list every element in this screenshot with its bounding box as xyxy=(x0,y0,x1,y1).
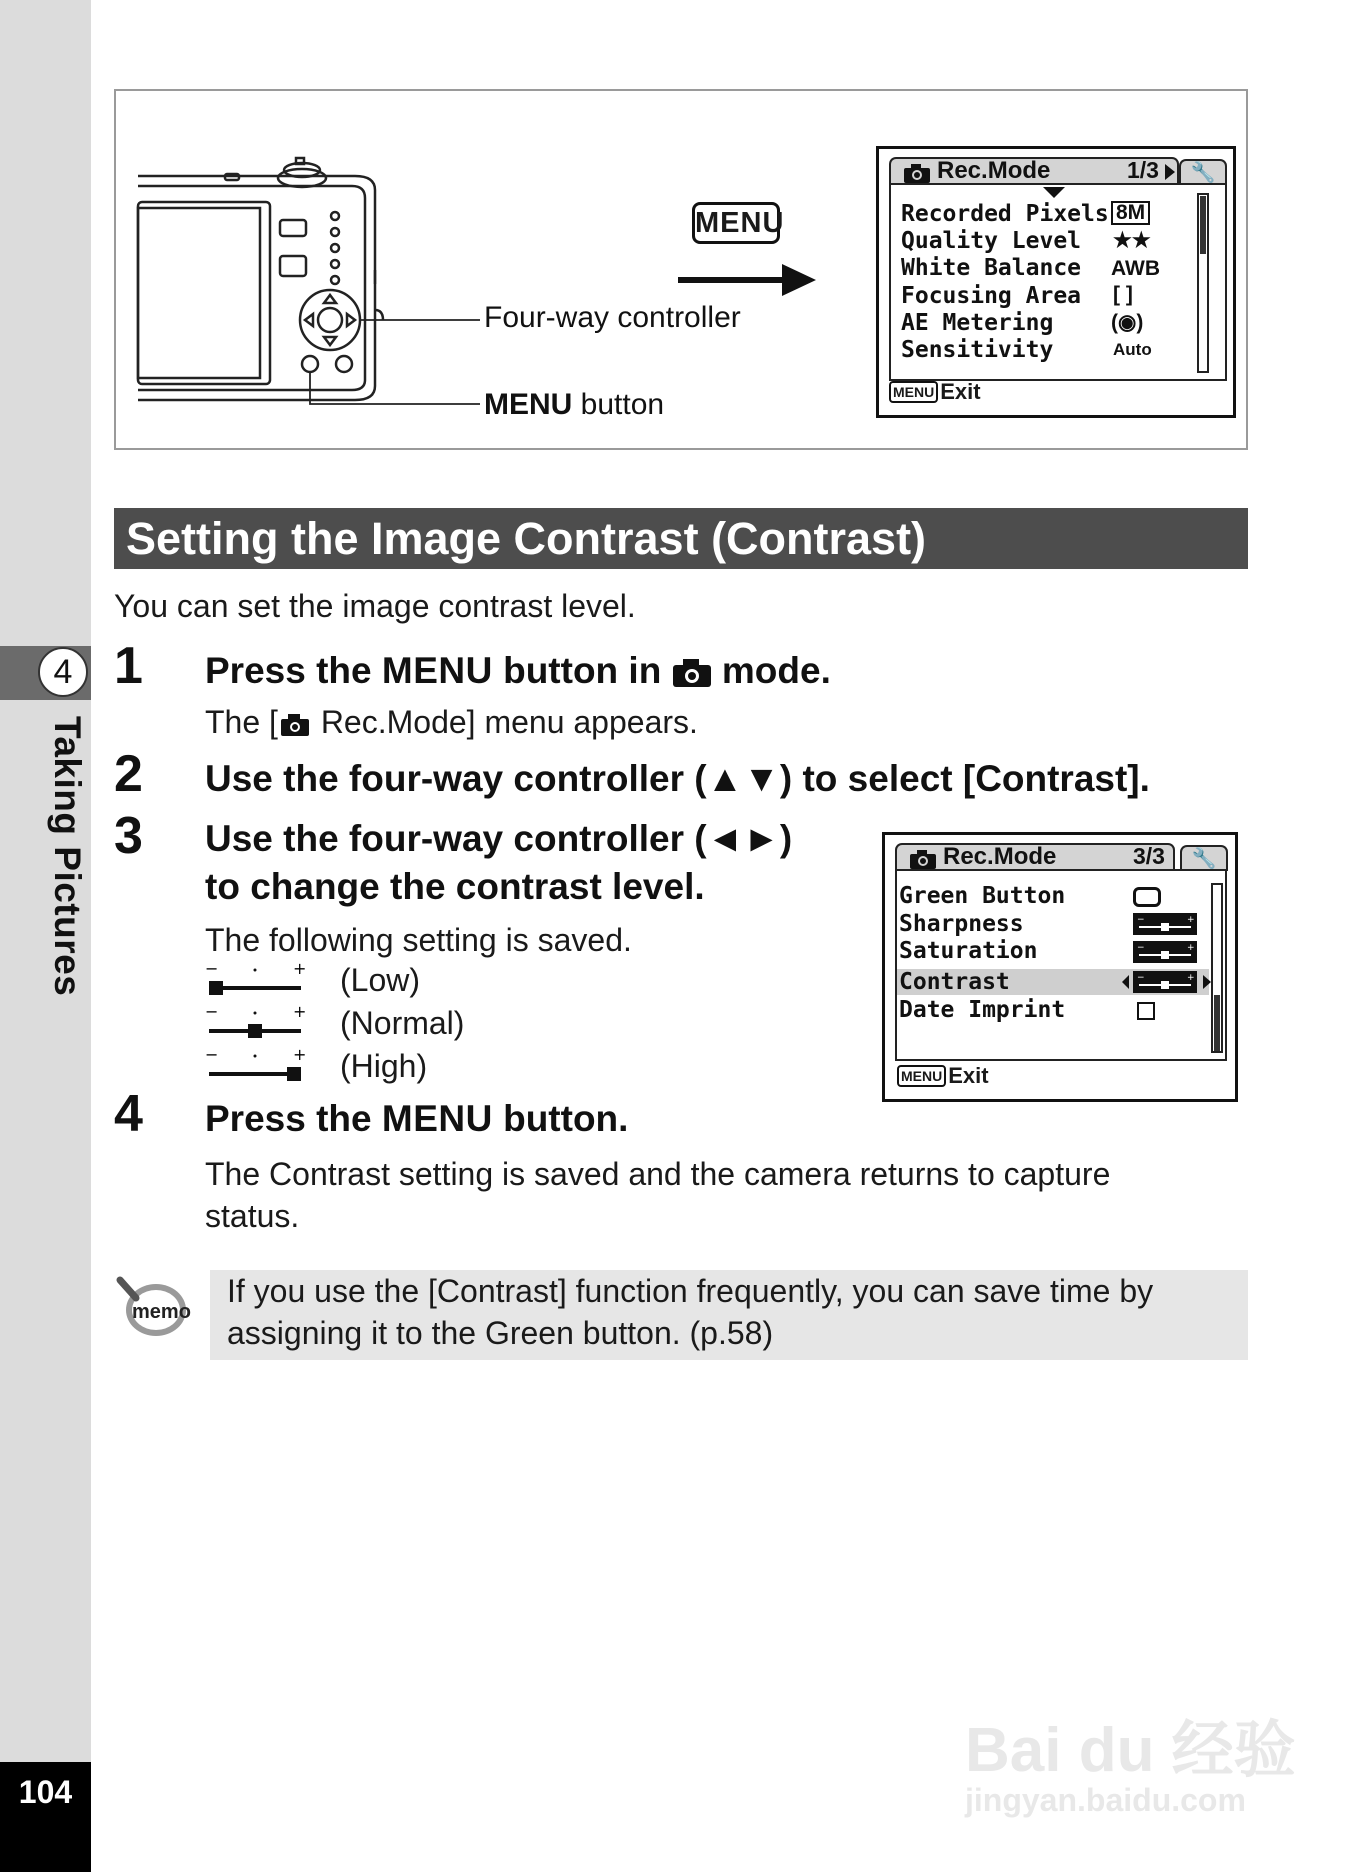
callout-menu-rest: button xyxy=(572,388,665,421)
contrast-high-icon xyxy=(205,1045,307,1087)
step-heading-line2: to change the contrast level. xyxy=(205,866,705,907)
step-heading: Use the four-way controller (▲▼) to select [Contrast]. xyxy=(205,758,1150,799)
lcd2-scrollbar xyxy=(1211,883,1223,1053)
camera-icon xyxy=(672,658,712,688)
lcd1-scroll-thumb xyxy=(1200,196,1206,254)
contrast-level-label: (Normal) xyxy=(340,1005,465,1041)
menu-key-icon: MENU xyxy=(692,202,780,244)
camera-icon xyxy=(903,163,931,183)
lcd-rec-mode-menu-3 xyxy=(882,832,1238,1102)
step-heading-part: Press the xyxy=(205,1098,382,1139)
wrench-icon: 🔧 xyxy=(1179,159,1227,185)
scale-knob xyxy=(287,1067,301,1081)
contrast-scale-icon xyxy=(205,1045,307,1082)
step-body-part: The [ xyxy=(205,704,278,740)
step-body-line2: status. xyxy=(205,1198,300,1234)
step-body xyxy=(205,704,698,741)
menu-keyword: MENU xyxy=(381,650,493,691)
contrast-scale-icon xyxy=(205,1002,307,1039)
lcd2-title: Rec.Mode xyxy=(943,843,1057,870)
contrast-scale-icon xyxy=(205,959,307,996)
step-number: 1 xyxy=(114,637,143,695)
scale-minus-label: − xyxy=(205,1002,219,1021)
lcd2-row-label: Date Imprint xyxy=(899,997,1066,1023)
section-title: Setting the Image Contrast (Contrast) xyxy=(126,513,927,564)
svg-text:−: − xyxy=(1137,915,1145,925)
lcd2-footer-exit: Exit xyxy=(948,1063,989,1088)
svg-text:+: + xyxy=(1187,973,1195,983)
camera-icon xyxy=(280,713,310,737)
step-heading xyxy=(205,650,831,692)
camera-back-illustration xyxy=(130,150,400,410)
controller-leader-line xyxy=(400,318,480,328)
lcd1-row-label: Quality Level xyxy=(901,228,1082,254)
step-heading xyxy=(205,1098,628,1140)
watermark-url: jingyan.baidu.com xyxy=(965,1782,1246,1818)
scale-minus-label: − xyxy=(205,959,219,978)
lcd1-row-value: 8M xyxy=(1111,201,1150,225)
svg-text:−: − xyxy=(1137,943,1145,953)
menu-key-icon: MENU xyxy=(889,381,938,403)
scale-knob xyxy=(209,981,223,995)
contrast-scale-selector xyxy=(1121,971,1213,993)
menu-keyword: MENU xyxy=(381,1098,493,1139)
contrast-low-icon xyxy=(205,959,307,1001)
contrast-level-icons xyxy=(205,959,307,1080)
svg-text:−: − xyxy=(1137,973,1145,983)
lcd1-row-label: Recorded Pixels xyxy=(901,201,1109,227)
memo-text-line2: assigning it to the Green button. (p.58) xyxy=(227,1315,774,1351)
step-number: 3 xyxy=(114,807,143,865)
lcd2-scroll-thumb xyxy=(1214,995,1220,1051)
green-button-icon xyxy=(1133,887,1161,907)
svg-text:+: + xyxy=(1187,943,1195,953)
scale-plus-label: + xyxy=(293,959,307,978)
camera-icon xyxy=(909,849,937,869)
arrow-right-icon xyxy=(678,260,818,300)
callout-menu-button xyxy=(484,388,664,422)
scale-knob xyxy=(248,1024,262,1038)
memo-icon xyxy=(114,1276,191,1340)
menu-key-icon: MENU xyxy=(897,1065,946,1087)
triangle-right-icon xyxy=(1164,163,1176,181)
sharpness-scale-icon xyxy=(1133,913,1197,935)
step-heading-part: mode. xyxy=(711,650,831,691)
step-number: 2 xyxy=(114,745,143,803)
lcd2-row-label: Sharpness xyxy=(899,911,1024,937)
lcd2-page-indicator: 3/3 xyxy=(1133,843,1165,869)
step-heading-part: button in xyxy=(492,650,672,691)
step-number: 4 xyxy=(114,1085,143,1143)
lcd1-page-indicator: 1/3 xyxy=(1127,157,1159,183)
lcd1-row-label: White Balance xyxy=(901,255,1082,281)
menu-leader-line xyxy=(400,402,480,412)
section-intro: You can set the image contrast level. xyxy=(114,588,636,624)
scale-plus-label: + xyxy=(293,1002,307,1021)
watermark-brand: Bai du 经验 xyxy=(965,1716,1296,1785)
wrench-icon: 🔧 xyxy=(1180,845,1228,871)
memo-icon-label: memo xyxy=(132,1301,191,1323)
lcd1-row-value: Auto xyxy=(1113,340,1152,359)
lcd2-footer xyxy=(897,1063,989,1089)
step-heading-part: button. xyxy=(492,1098,629,1139)
lcd1-title: Rec.Mode xyxy=(937,157,1051,184)
lcd1-row-label: AE Metering xyxy=(901,310,1054,336)
callout-menu-bold: MENU xyxy=(484,388,573,421)
chapter-title: Taking Pictures xyxy=(47,716,88,997)
chapter-number: 4 xyxy=(38,647,88,697)
step-body-line1: The Contrast setting is saved and the camera returns to capture xyxy=(205,1156,1111,1192)
step-body: The following setting is saved. xyxy=(205,922,632,958)
contrast-level-label: (Low) xyxy=(340,962,421,998)
callout-four-way-controller: Four-way controller xyxy=(484,301,741,334)
lcd1-row-value: (◉) xyxy=(1111,311,1144,334)
lcd2-row-label: Saturation xyxy=(899,938,1038,964)
lcd2-row-label: Contrast xyxy=(899,969,1010,995)
scale-plus-label: + xyxy=(293,1045,307,1064)
lcd1-footer xyxy=(889,379,981,405)
lcd-rec-mode-menu-1 xyxy=(876,146,1236,418)
lcd1-footer-exit: Exit xyxy=(940,379,981,404)
lcd1-row-value: ★★ xyxy=(1113,229,1151,252)
lcd1-row-label: Focusing Area xyxy=(901,283,1082,309)
step-body-part: Rec.Mode] menu appears. xyxy=(311,704,698,740)
memo-text-line1: If you use the [Contrast] function frequently, you can save time by xyxy=(227,1273,1154,1309)
date-imprint-checkbox xyxy=(1137,1002,1155,1020)
lcd1-row-label: Sensitivity xyxy=(901,337,1054,363)
lcd1-scrollbar xyxy=(1197,193,1209,373)
contrast-normal-icon xyxy=(205,1002,307,1044)
scale-minus-label: − xyxy=(205,1045,219,1064)
saturation-scale-icon xyxy=(1133,941,1197,963)
lcd1-row-value: AWB xyxy=(1111,257,1160,280)
svg-text:+: + xyxy=(1187,915,1195,925)
lcd1-row-value: [ ] xyxy=(1113,283,1133,306)
step-heading-line1: Use the four-way controller (◄►) xyxy=(205,818,793,859)
lcd2-row-label: Green Button xyxy=(899,883,1066,909)
contrast-level-label: (High) xyxy=(340,1048,428,1084)
step-heading-part: Press the xyxy=(205,650,382,691)
page-number: 104 xyxy=(18,1774,73,1810)
